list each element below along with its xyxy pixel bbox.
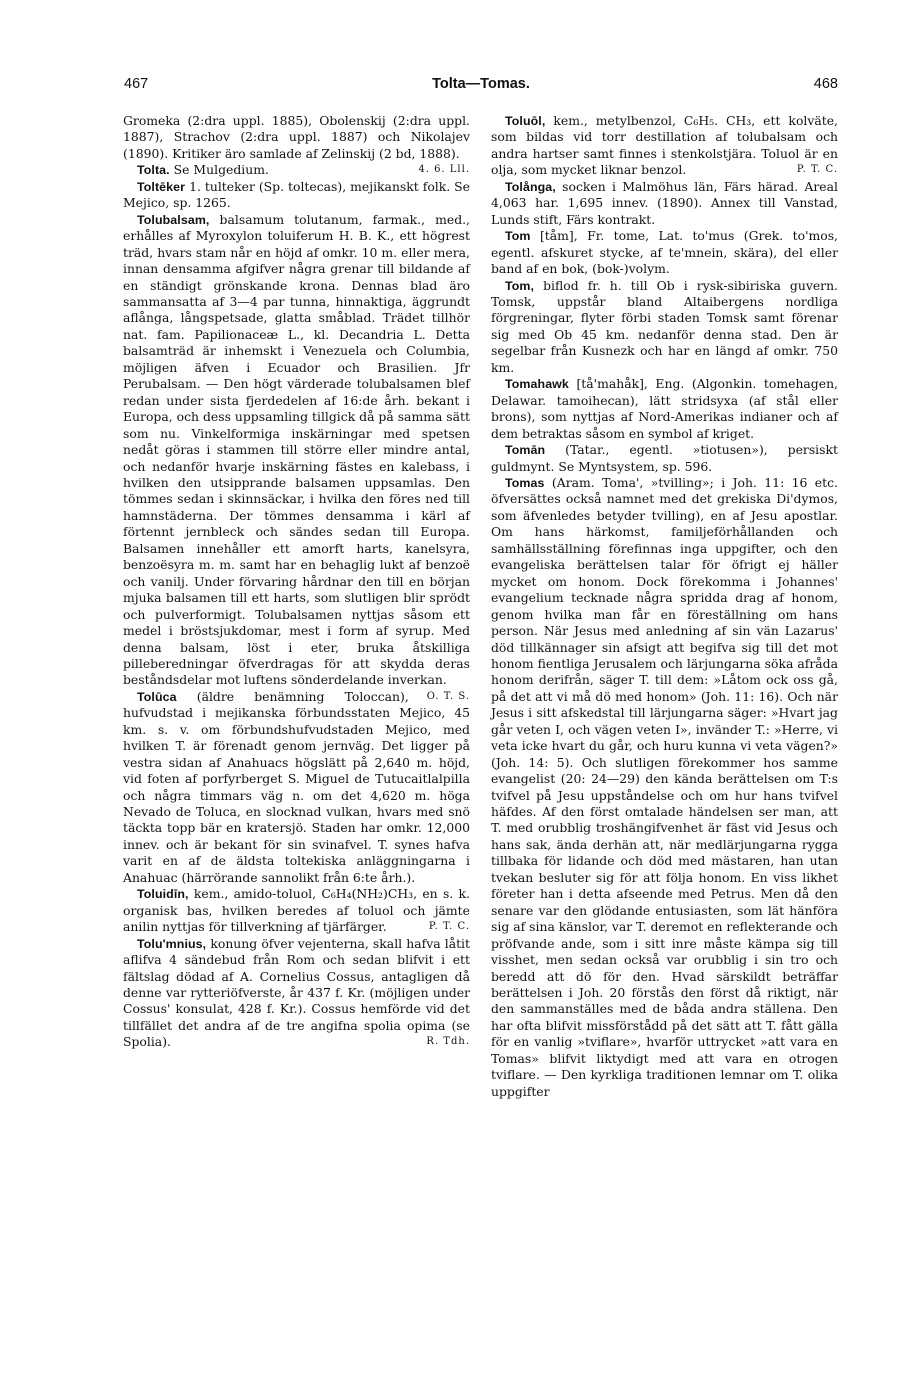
entry-text: (äldre benämning Toloccan), hufvudstad i mejikanska förbundsstaten Mejico, 45 km. s. v. om förbundshufvudstaden Mejico, med hvilken T. är förenadt genom jernväg. Det ligger på vestra sidan af Anahuacs högslätt på 2,640 m. höjd, vid foten af porfyrberget S. Miguel de Tutucaitlalpilla och några timmars väg n. om det 4,620 m. höga Nevado de Toluca, en slocknad vulkan, hvars med snö täckta topp bär en kratersjö. Staden har omkr. 12,000 innev. och är bekant för sin svinafvel. T. synes hafva varit en af de äldsta toltekiska anläggningarna i Anahuac (härrörande sannolikt från 6:te årh.). [123, 688, 470, 885]
headword: Tom, [505, 278, 535, 293]
entry-toluidin [123, 886, 470, 935]
entry-text: [tåm], Fr. tome, Lat. to'mus (Grek. to'mos, egentl. afskuret stycke, af te'mnein, skära), del eller band af en bok, (bok-)volym. [491, 228, 838, 277]
running-title: Tolta—Tomas. [432, 76, 530, 92]
headword: Tolta. [137, 163, 170, 178]
headword: Toltēker [137, 179, 186, 194]
entry-tomahawk [491, 376, 838, 442]
headword: Tom [505, 229, 531, 244]
entry-text: Gromeka (2:dra uppl. 1885), Obolenskij (2:dra uppl. 1887), Strachov (2:dra uppl. 1887) och Nikolajev (1890). Kritiker äro samlade af Zelinskij (2 bd, 1888). [123, 113, 470, 161]
entry-signature: P. T. C. [796, 164, 838, 176]
entry-toluca [123, 689, 470, 886]
entry-text: konung öfver vejenterna, skall hafva låtit aflifva 4 sändebud från Rom och sedan blifvit i ett fältslag dödad af A. Cornelius Cossus, antagligen då denne var rytteriöfverste, år 437 f. Kr. (möjligen under Cossus' konsulat, 428 f. Kr.). Cossus hemförde vid det tillfället det andra af de tre angifna spolia opima (se Spolia). [123, 935, 470, 1050]
entry-tom-volume [491, 228, 838, 277]
headword: Tolu'mnius, [137, 936, 207, 951]
entry-text: (Tatar., egentl. »tiotusen»), persiskt guldmynt. Se Myntsystem, sp. 596. [491, 442, 838, 474]
entry-signature: R. Tdh. [426, 1036, 470, 1048]
entry-tolanga [491, 179, 838, 228]
page-number-left: 467 [124, 76, 149, 92]
entry-toluol [491, 113, 838, 179]
right-column [491, 113, 838, 1100]
entry-tomas [491, 475, 838, 1100]
entry-tom-river [491, 278, 838, 377]
entry-text: [tå'mahåk], Eng. (Algonkin. tomehagen, Delawar. tamoihecan), lätt stridsyxa (af stål eller brons), som nyttjas af Nord-Amerikas indianer och af dem betraktas såsom en symbol af kriget. [491, 376, 838, 441]
entry-text: kem., amido-toluol, C₆H₄(NH₂)CH₃, en s. k. organisk bas, hvilken beredes af toluol och jämte anilin nyttjas för tillverkning af tjärfärger. [123, 886, 470, 935]
entry-toman [491, 442, 838, 475]
headword: Tomahawk [505, 377, 569, 392]
entry-text: Se Mulgedium. [169, 162, 269, 178]
entry-text: biflod fr. h. till Ob i rysk-sibiriska guvern. Tomsk, uppstår bland Altaibergens nordliga förgreningar, flyter förbi staden Tomsk samt förenar sig med Ob 45 km. nedanför denna stad. Den är segelbar från Kusnezk och har en längd af omkr. 750 km. [491, 277, 838, 375]
headword: Tomas [505, 475, 545, 490]
page-number-right: 468 [813, 76, 838, 92]
entry-signature: 4. 6. Lll. [418, 164, 470, 176]
entry-signature: P. T. C. [428, 921, 470, 933]
headword: Tomān [505, 443, 546, 458]
entry-tolteker [123, 179, 470, 212]
headword: Tolubalsam, [137, 212, 210, 227]
headword: Toluōl, [505, 114, 546, 128]
entry-tolumnius [123, 936, 470, 1051]
entry-text: socken i Malmöhus län, Färs härad. Areal 4,063 har. 1,695 innev. (1890). Annex till Vanstad, Lunds stift, Färs kontrakt. [491, 178, 838, 227]
headword: Tolånga, [505, 179, 556, 194]
entry-text: kem., metylbenzol, C₆H₅. CH₃, ett kolväte, som bildas vid torr destillation af tolubalsam och andra hartser samt finnes i stenkolstjära. Toluol är en olja, som mycket liknar benzol. [491, 113, 838, 178]
headword: Toluidīn, [137, 887, 189, 902]
page-header [124, 76, 838, 98]
left-column [123, 113, 470, 1051]
headword: Tolūca [137, 689, 177, 704]
entry-text: 1. tulteker (Sp. toltecas), mejikanskt folk. Se Mejico, sp. 1265. [123, 178, 470, 211]
entry-text: balsamum tolutanum, farmak., med., erhålles af Myroxylon toluiferum H. B. K., ett högrest träd, hvars stam når en höjd af omkr. 10 m. eller mera, innan densamma afgifver några grenar till bildande af en ständigt grönskande krona. Dennas blad äro sammansatta af 3—4 par tunna, hinnaktiga, äggrundt aflånga, långspetsade, glatta småblad. Trädet tillhör nat. fam. Papilionaceæ L., kl. Decandria L. Detta balsamträd är inhemskt i Venezuela och Columbia, möjligen äfven i Ecuador och Brasilien. Jfr Perubalsam. — Den högt värderade tolubalsamen blef redan under sista fjerdedelen af 16:de årh. bekant i Europa, och dess uppsamling tillgick då på samma sätt som nu. Vinkelformiga inskärningar med spetsen nedåt göras i stammen till större eller mindre antal, och nedanför hvarje inskärning fästes en kalebass, i hvilken den utsipprande balsamen uppsamlas. Den tömmes sedan i skinnsäckar, i hvilka den föres ned till hamnstäderna. Der tömmes densamma i kärl af förtennt jernbleck och sändes sedan till Europa. Balsamen innehåller ett amorft harts, kanelsyra, benzoësyra m. m. samt har en behaglig lukt af benzoë och vanilj. Under förvaring hårdnar den till en början mjuka balsamen till ett harts, som slutligen blir sprödt och pulverformigt. Tolubalsamen nyttjas såsom ett medel i bröstsjukdomar, mest i form af syrup. Med denna balsam, löst i eter, bruka åtskilliga pilleberedningar öfverdragas för att skydda deras beståndsdelar mot luftens sönderdelande inverkan. [123, 211, 470, 688]
entry-text: (Aram. Toma', »tvilling»; i Joh. 11: 16 etc. öfversättes också namnet med det grekiska Di'dymos, som äfvenledes betyder tvilling), en af Jesu apostlar. Om hans härkomst, familjeförhållanden och samhällsställning förefinnas inga uppgifter, och den evangeliska berättelsen talar för öfrigt ej häller mycket om honom. Dock förekomma i Johannes' evangelium tecknade några spridda drag af honom, genom hvilka man får en föreställning om hans person. När Jesus med anledning af sin vän Lazarus' död tillkännager sin afsigt att begifva sig till det mot honom fientliga Jerusalem och lärjungarna söka afråda honom derifrån, säger T. till dem: »Låtom ock oss gå, på det att vi må dö med honom» (Joh. 11: 16). Och när Jesus i sitt afskedstal till lärjungarna säger: »Hvart jag går veten I, och vägen veten I», invänder T.: »Herre, vi veta icke hvart du går, och huru kunna vi veta vägen?» (Joh. 14: 5). Och slutligen förekommer hos samme evangelist (20: 24—29) den kända berättelsen om T:s tvifvel på Jesu uppståndelse och om hur hans tvifvel häfdes. Af den först omtalade händelsen ser man, att T. med orubblig troshängifvenhet är fäst vid Jesus och hans sak, ända derhän att, när medlärjungarna rygga tillbaka för lidande och död med mästaren, han utan tvekan besluter sig för att följa honom. En viss likhet företer han i detta afseende med Petrus. Men då den senare var den glödande entusiasten, som lät hänföra sig af sina känslor, var T. deremot en reflekterande och pröfvande ande, som i sitt inre måste kämpa sig till visshet, men sedan också var orubblig i sin tro och beredd att dö för den. Hvad särskildt beträffar berättelsen i Joh. 20 förstås den först då riktigt, när den sammanställes med de båda andra ställena. Den har ofta blifvit missförstådd på det sätt att T. fått gälla för en vanlig »tviflare», hvarför uttrycket »att vara en Tomas» blifvit liktydigt med att vara en otrogen tviflare. — Den kyrkliga traditionen lemnar om T. olika uppgifter [491, 474, 838, 1099]
entry-signature: O. T. S. [426, 690, 470, 702]
